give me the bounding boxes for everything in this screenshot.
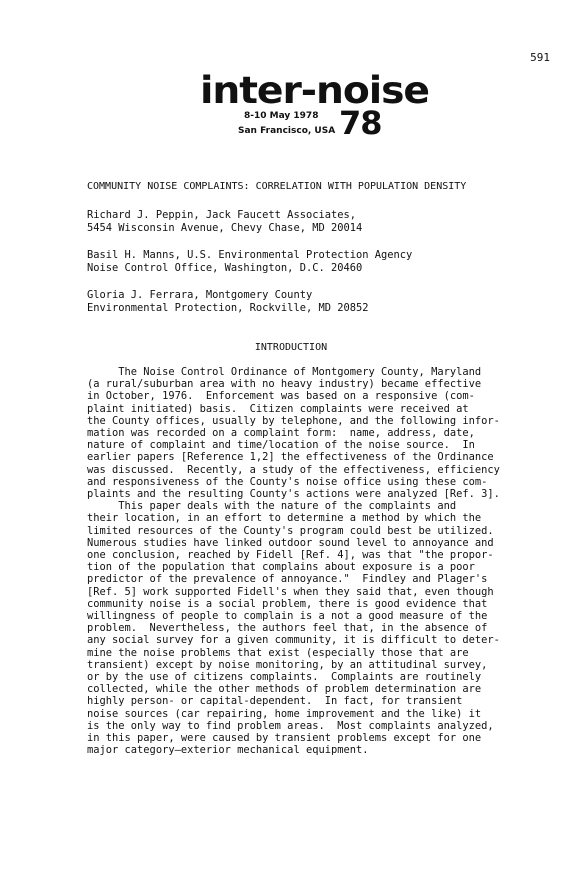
author-affiliation bbox=[87, 209, 507, 236]
body-line: problem. Nevertheless, the authors feel that, in the absence of bbox=[87, 622, 488, 635]
body-line: Numerous studies have linked outdoor sound level to annoyance and bbox=[87, 536, 494, 549]
body-line: plaint initiated) basis. Citizen complaints were received at bbox=[87, 402, 469, 415]
body-line: the County offices, usually by telephone, and the following infor- bbox=[87, 414, 500, 427]
body-line: This paper deals with the nature of the complaints and bbox=[87, 500, 457, 513]
author-affiliation bbox=[87, 249, 507, 276]
body-line: willingness of people to complain is a not a good measure of the bbox=[87, 610, 488, 623]
author-address-line: Environmental Protection, Rockville, MD 20852 bbox=[87, 302, 369, 315]
author-name-line: Basil H. Manns, U.S. Environmental Protection Agency bbox=[87, 249, 413, 261]
body-line: in October, 1976. Enforcement was based on a responsive (com- bbox=[87, 390, 475, 403]
body-line: one conclusion, reached by Fidell [Ref. 4], was that "the propor- bbox=[87, 549, 494, 562]
page-number: 591 bbox=[530, 51, 550, 64]
body-line: mine the noise problems that exist (especially those that are bbox=[87, 646, 469, 659]
body-line: their location, in an effort to determine a method by which the bbox=[87, 512, 482, 525]
body-text bbox=[87, 366, 507, 757]
body-line: tion of the population that complains about exposure is a poor bbox=[87, 561, 475, 574]
body-line: plaints and the resulting County's actions were analyzed [Ref. 3]. bbox=[87, 488, 500, 501]
body-line: The Noise Control Ordinance of Montgomery County, Maryland bbox=[87, 366, 482, 378]
body-line: was discussed. Recently, a study of the effectiveness, efficiency bbox=[87, 463, 500, 476]
body-line: noise sources (car repairing, home improvement and the like) it bbox=[87, 707, 482, 720]
paper-title: COMMUNITY NOISE COMPLAINTS: CORRELATION WITH POPULATION DENSITY bbox=[87, 181, 467, 192]
body-line: predictor of the prevalence of annoyance." Findley and Plager's bbox=[87, 573, 488, 586]
body-line: (a rural/suburban area with no heavy industry) became effective bbox=[87, 378, 482, 391]
section-heading: INTRODUCTION bbox=[254, 342, 328, 353]
body-line: and responsiveness of the County's noise office using these com- bbox=[87, 475, 488, 488]
logo-year: 78 bbox=[339, 104, 382, 142]
body-line: nature of complaint and time/location of the noise source. In bbox=[87, 439, 475, 452]
body-line: major category—exterior mechanical equipment. bbox=[87, 744, 369, 757]
logo-dates: 8-10 May 1978 bbox=[244, 111, 319, 121]
author-address-line: Noise Control Office, Washington, D.C. 20460 bbox=[87, 262, 363, 275]
body-line: earlier papers [Reference 1,2] the effectiveness of the Ordinance bbox=[87, 451, 494, 464]
body-line: is the only way to find problem areas. Most complaints analyzed, bbox=[87, 719, 494, 732]
author-name-line: Gloria J. Ferrara, Montgomery County bbox=[87, 289, 313, 301]
logo-wordmark: inter-noise bbox=[200, 69, 429, 112]
body-line: transient) except by noise monitoring, by an attitudinal survey, bbox=[87, 658, 488, 671]
body-line: community noise is a social problem, there is good evidence that bbox=[87, 597, 488, 610]
logo-location: San Francisco, USA bbox=[238, 126, 336, 136]
body-line: any social survey for a given community, it is difficult to deter- bbox=[87, 634, 500, 647]
body-line: [Ref. 5] work supported Fidell's when they said that, even though bbox=[87, 585, 494, 598]
author-name-line: Richard J. Peppin, Jack Faucett Associates, bbox=[87, 209, 356, 221]
author-address-line: 5454 Wisconsin Avenue, Chevy Chase, MD 20014 bbox=[87, 222, 363, 235]
body-line: limited resources of the County's program could best be utilized. bbox=[87, 524, 494, 537]
body-line: mation was recorded on a complaint form: name, address, date, bbox=[87, 427, 475, 440]
author-affiliation bbox=[87, 289, 507, 316]
body-line: in this paper, were caused by transient problems except for one bbox=[87, 732, 482, 745]
body-line: or by the use of citizens complaints. Complaints are routinely bbox=[87, 671, 482, 684]
body-line: highly person- or capital-dependent. In fact, for transient bbox=[87, 695, 463, 708]
body-line: collected, while the other methods of problem determination are bbox=[87, 683, 482, 696]
